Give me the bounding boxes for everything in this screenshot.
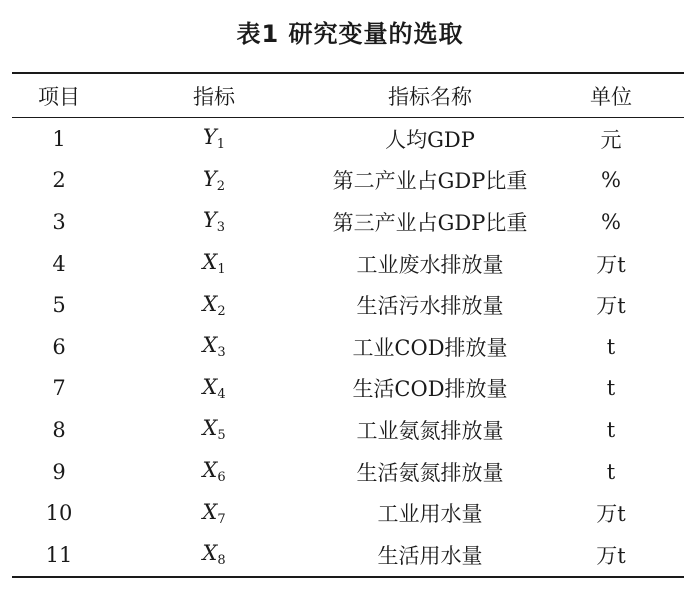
cell-unit: 万t (596, 543, 626, 568)
cell-indicator: $Y_1$ (202, 125, 226, 153)
cell-name: 工业废水排放量 (356, 252, 504, 277)
variables-table (12, 72, 684, 578)
header-unit: 单位 (590, 84, 632, 109)
cell-item: 9 (52, 459, 66, 484)
cell-name: 生活用水量 (377, 543, 483, 568)
cell-indicator: $X_7$ (202, 499, 226, 527)
table-row (12, 201, 684, 243)
cell-name: 生活氨氮排放量 (356, 460, 504, 485)
cell-item: 10 (45, 501, 73, 526)
table-row (12, 492, 684, 534)
cell-item: 6 (52, 334, 66, 359)
cell-indicator: $Y_3$ (202, 208, 226, 236)
table-title: 表1 研究变量的选取 (236, 20, 464, 48)
cell-unit: t (606, 334, 616, 359)
cell-indicator: $Y_2$ (202, 166, 226, 194)
cell-indicator: $X_1$ (202, 250, 226, 278)
cell-item: 5 (52, 293, 66, 318)
cell-item: 1 (52, 126, 66, 151)
table-row (12, 368, 684, 410)
cell-name: 第二产业占GDP比重 (332, 169, 528, 194)
cell-indicator: $X_3$ (202, 333, 226, 361)
cell-name: 工业用水量 (377, 502, 483, 527)
cell-name: 第三产业占GDP比重 (332, 210, 528, 235)
cell-item: 3 (52, 209, 66, 234)
cell-indicator: $X_5$ (202, 416, 226, 444)
cell-unit: 万t (596, 502, 626, 527)
cell-unit: t (606, 376, 616, 401)
cell-name: 生活污水排放量 (356, 294, 504, 319)
table-row (12, 243, 684, 285)
table-row (12, 534, 684, 576)
cell-item: 8 (52, 417, 66, 442)
bottom-rule (12, 576, 684, 578)
header-item: 项目 (38, 84, 80, 109)
cell-item: 7 (52, 376, 66, 401)
table-row (12, 118, 684, 160)
cell-name: 人均GDP (385, 127, 475, 152)
cell-name: 生活COD排放量 (352, 377, 508, 402)
cell-indicator: $X_8$ (202, 541, 226, 569)
table-row (12, 409, 684, 451)
cell-unit: 万t (596, 294, 626, 319)
header-row (12, 74, 684, 117)
cell-unit: 元 (600, 127, 622, 152)
cell-item: 2 (52, 168, 66, 193)
table-row (12, 160, 684, 202)
header-name: 指标名称 (388, 84, 472, 109)
cell-item: 11 (45, 542, 73, 567)
cell-unit: 万t (596, 252, 626, 277)
header-indicator: 指标 (193, 84, 235, 109)
cell-indicator: $X_4$ (202, 374, 226, 402)
cell-unit: % (601, 209, 621, 234)
table-row (12, 284, 684, 326)
cell-unit: t (606, 459, 616, 484)
cell-indicator: $X_2$ (202, 291, 226, 319)
table-row (12, 451, 684, 493)
cell-name: 工业COD排放量 (352, 335, 508, 360)
cell-item: 4 (52, 251, 66, 276)
cell-indicator: $X_6$ (202, 458, 226, 486)
table-body (12, 118, 684, 576)
cell-unit: % (601, 168, 621, 193)
cell-name: 工业氨氮排放量 (356, 418, 504, 443)
cell-unit: t (606, 417, 616, 442)
table-row (12, 326, 684, 368)
